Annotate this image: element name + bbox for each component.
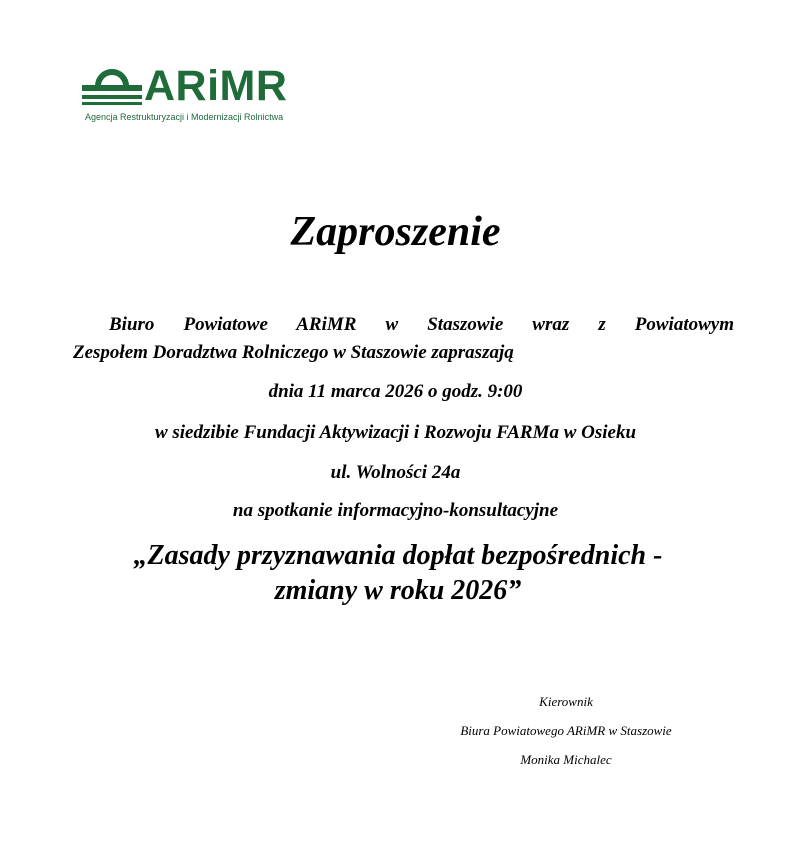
intro-line-1: Biuro Powiatowe ARiMR w Staszowie wraz z Powiatowym bbox=[109, 314, 734, 335]
event-venue: w siedzibie Fundacji Aktywizacji i Rozwoju FARMa w Osieku bbox=[154, 422, 637, 443]
logo-subtitle: Agencja Restrukturyzacji i Modernizacji Rolnictwa bbox=[85, 112, 284, 122]
arimr-logo-emblem-icon bbox=[82, 64, 142, 110]
event-type: na spotkanie informacyjno-konsultacyjne bbox=[232, 500, 559, 521]
intro-line-2: Zespołem Doradztwa Rolniczego w Staszowie zapraszają bbox=[73, 342, 514, 363]
subject-line-1: „Zasady przyznawania dopłat bezpośrednich - bbox=[133, 540, 663, 571]
event-address: ul. Wolności 24a bbox=[330, 462, 461, 483]
meeting-subject bbox=[78, 538, 718, 608]
signature-name: Monika Michalec bbox=[520, 752, 612, 767]
logo-name: ARiMR bbox=[144, 62, 288, 110]
intro-paragraph bbox=[73, 311, 734, 367]
arimr-logo bbox=[82, 62, 288, 128]
subject-line-2: zmiany w roku 2026” bbox=[274, 575, 522, 606]
signature-office: Biura Powiatowego ARiMR w Staszowie bbox=[460, 723, 672, 738]
signature-role: Kierownik bbox=[539, 694, 593, 709]
invitation-title: Zaproszenie bbox=[290, 209, 501, 255]
event-date-time: dnia 11 marca 2026 o godz. 9:00 bbox=[268, 381, 523, 402]
